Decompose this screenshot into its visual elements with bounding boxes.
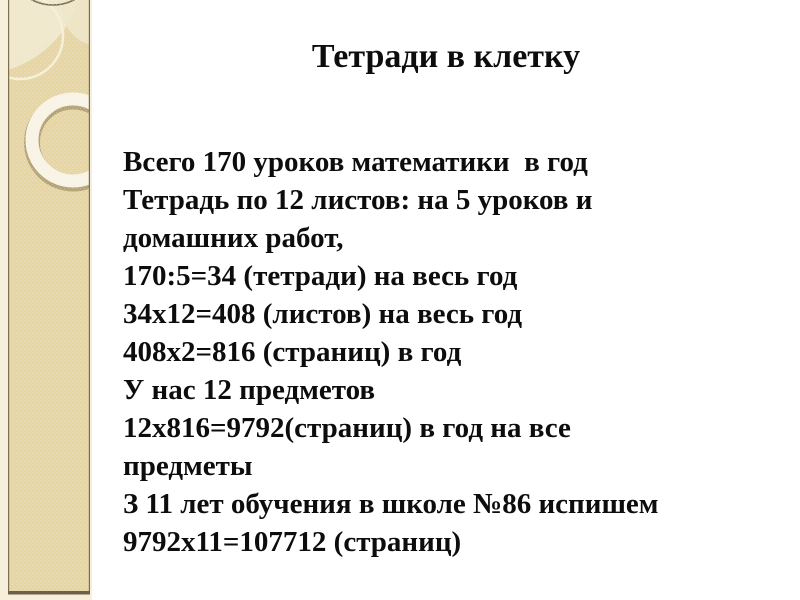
body-line: предметы xyxy=(123,449,253,482)
slide-title: Тетради в клетку xyxy=(311,38,581,75)
body-line: домашних работ, xyxy=(123,221,344,254)
slide-content xyxy=(92,0,800,600)
body-line: 408х2=816 (страниц) в год xyxy=(123,335,462,368)
body-line: 170:5=34 (тетради) на весь год xyxy=(123,259,518,292)
band-border-bottom xyxy=(8,591,90,595)
body-line: З 11 лет обучения в школе №86 испишем xyxy=(123,487,659,520)
decorative-circles xyxy=(0,0,92,600)
body-line: У нас 12 предметов xyxy=(123,373,376,406)
body-line: Тетрадь по 12 листов: на 5 уроков и xyxy=(123,183,593,216)
circle-ornaments xyxy=(0,0,92,592)
body-line: 34х12=408 (листов) на весь год xyxy=(123,297,523,330)
slide-body xyxy=(123,143,800,561)
body-line: 12х816=9792(страниц) в год на все xyxy=(123,411,571,444)
body-line: 9792х11=107712 (страниц) xyxy=(123,525,462,558)
body-line: Всего 170 уроков математики в год xyxy=(123,145,588,178)
left-decor-band xyxy=(0,0,92,600)
band-border-right xyxy=(89,0,90,592)
band-border-left xyxy=(8,0,9,592)
